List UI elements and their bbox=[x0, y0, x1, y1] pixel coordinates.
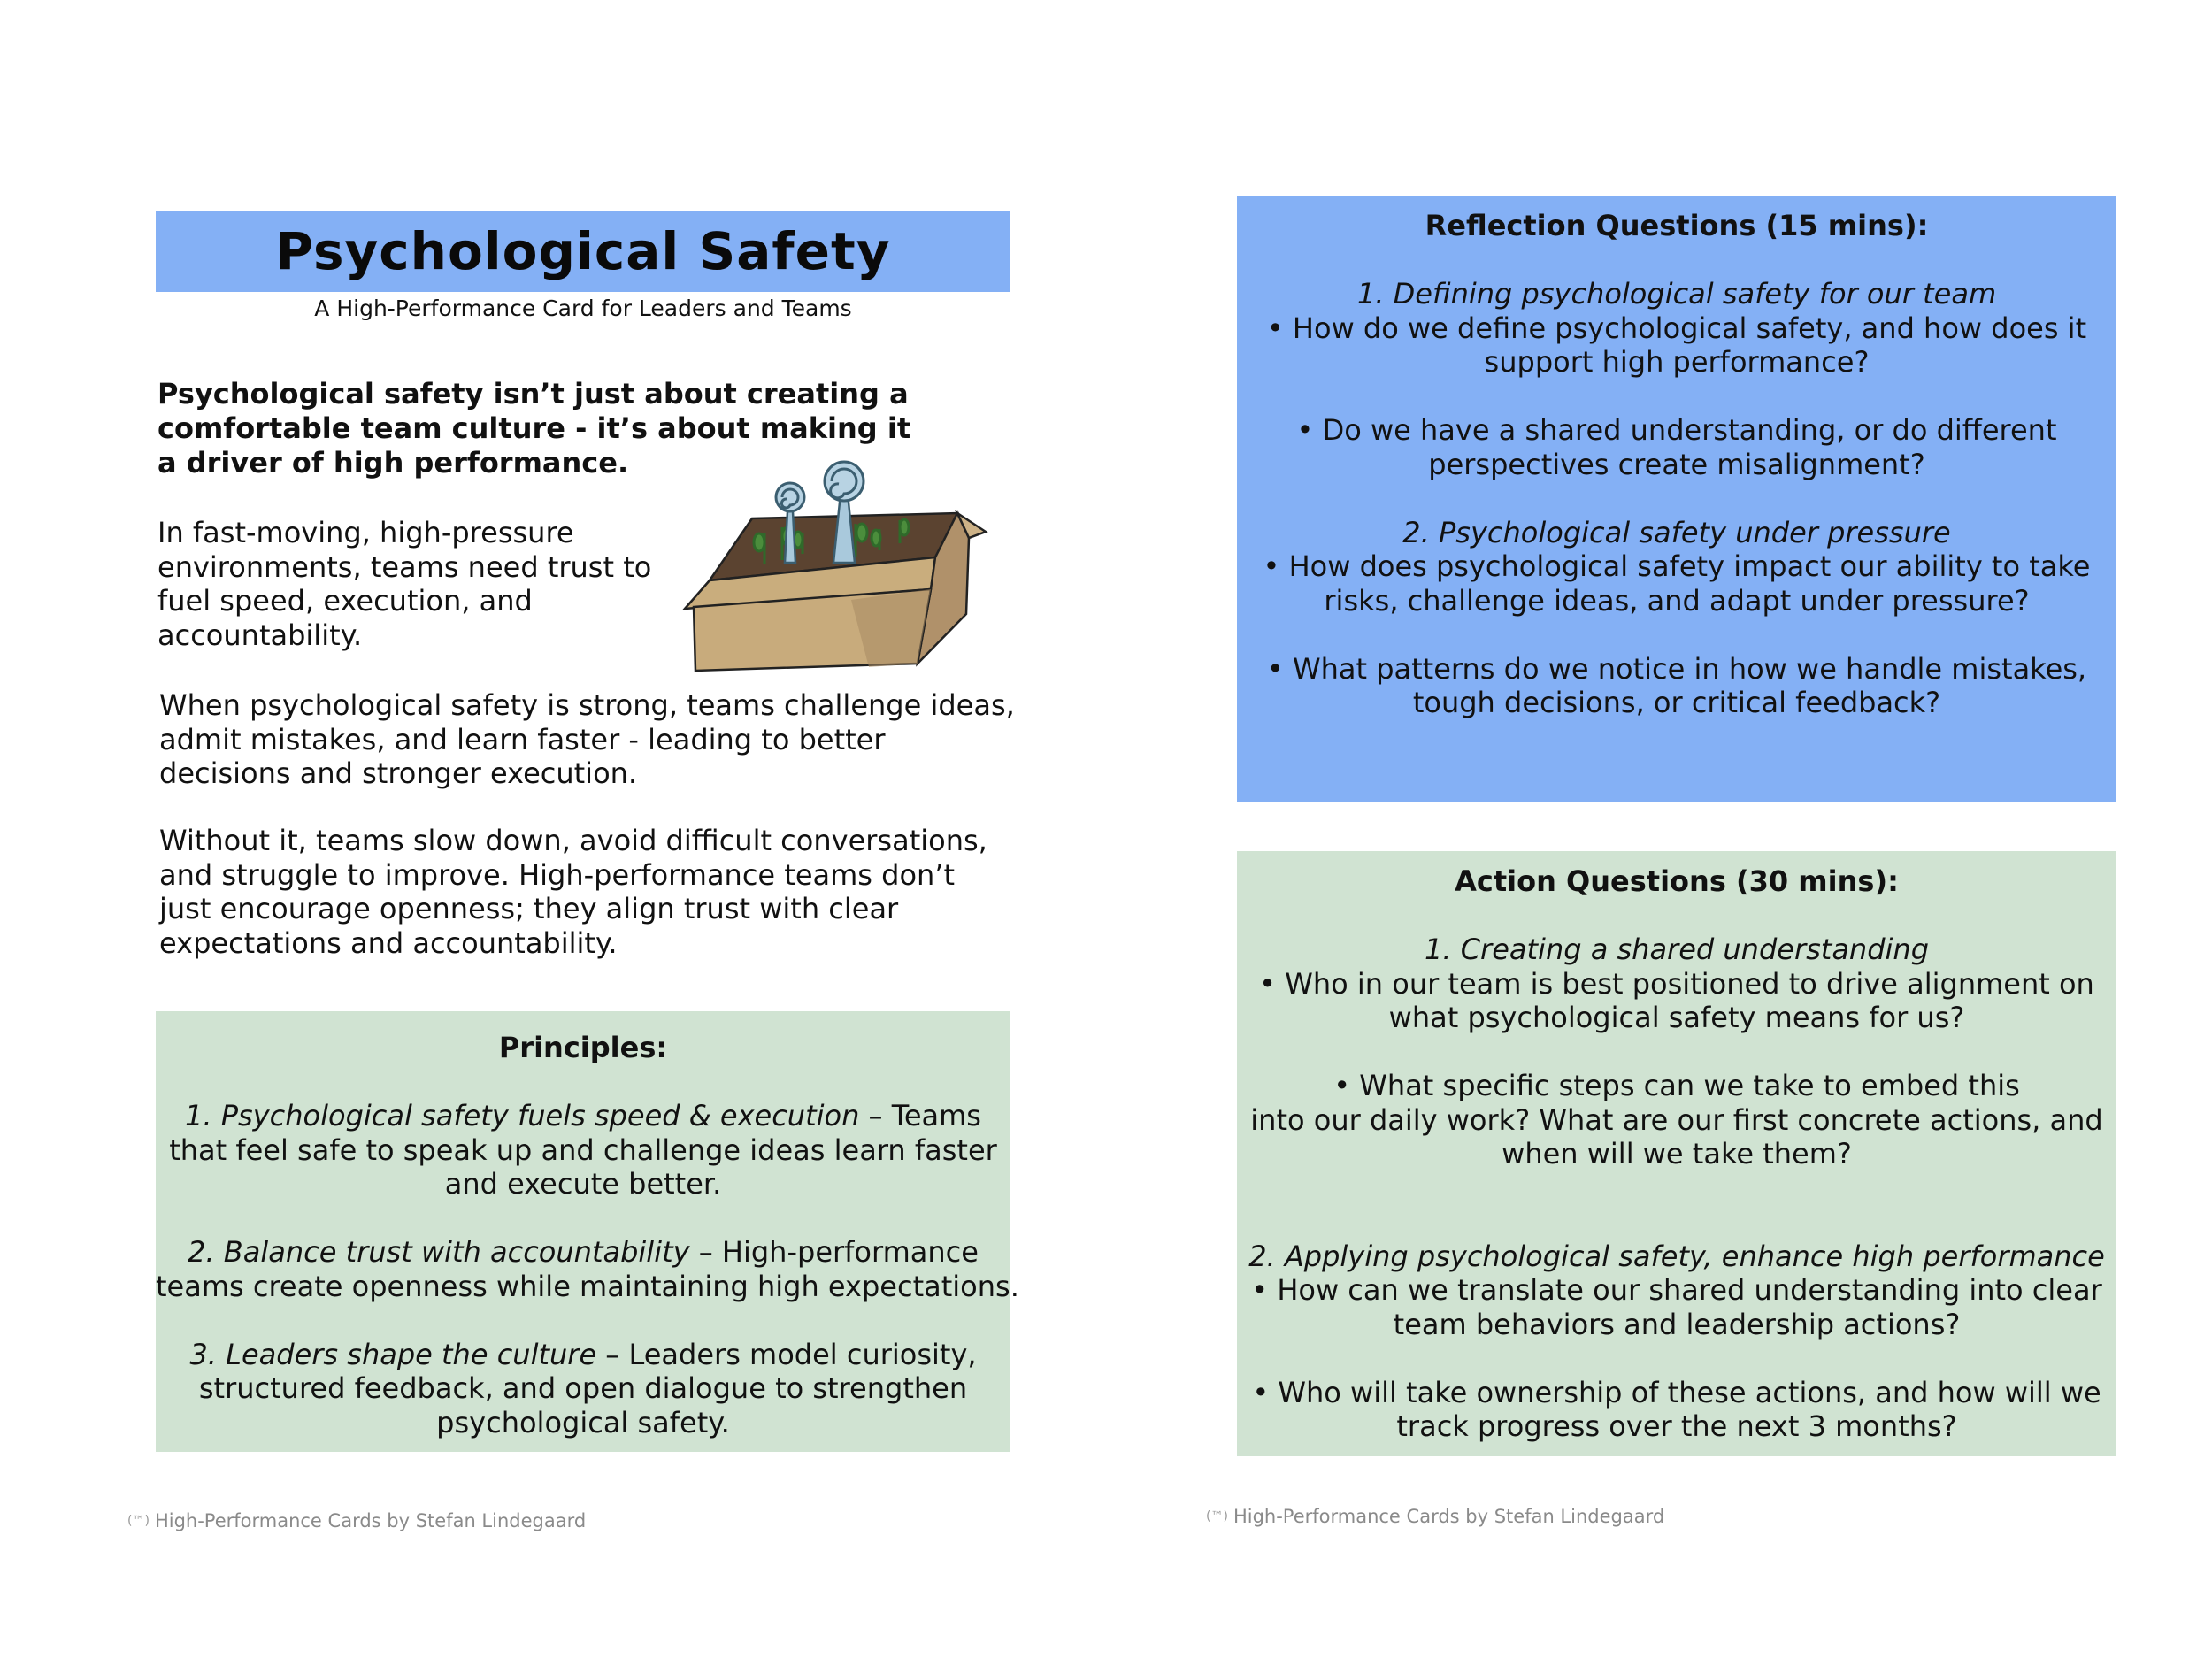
paragraph-line: and struggle to improve. High-performance teams don’t bbox=[159, 857, 956, 892]
action-questions-panel bbox=[1237, 851, 2116, 1456]
paragraph-line: admit mistakes, and learn faster - leading to better bbox=[159, 722, 886, 756]
question-line: team behaviors and leadership actions? bbox=[1393, 1307, 1961, 1341]
page-title: Psychological Safety bbox=[275, 221, 891, 281]
paragraph-line: In fast-moving, high-pressure bbox=[157, 516, 574, 549]
principle-item bbox=[156, 1099, 1010, 1133]
principle-item bbox=[156, 1235, 1010, 1270]
question-line: what psychological safety means for us? bbox=[1388, 1001, 1965, 1034]
trademark-icon: (™) bbox=[127, 1514, 150, 1528]
question-line: • Who in our team is best positioned to drive alignment on bbox=[1259, 966, 2094, 1001]
footer-credit-right bbox=[1206, 1506, 1664, 1527]
trademark-icon: (™) bbox=[1206, 1509, 1228, 1524]
footer-credit-left bbox=[127, 1510, 586, 1531]
question-line: track progress over the next 3 months? bbox=[1396, 1409, 1957, 1443]
paragraph-line: When psychological safety is strong, teams challenge ideas, bbox=[159, 688, 1015, 722]
principles-panel bbox=[156, 1011, 1019, 1452]
question-line: tough decisions, or critical feedback? bbox=[1412, 686, 1941, 719]
paragraph-line: just encourage openness; they align trust with clear bbox=[159, 892, 899, 925]
question-line: perspectives create misalignment? bbox=[1428, 447, 1925, 481]
principle-line: structured feedback, and open dialogue to strengthen bbox=[198, 1371, 968, 1405]
box-with-sprouts-icon bbox=[674, 458, 993, 675]
action-heading: Action Questions (30 mins): bbox=[1455, 864, 1899, 898]
principle-line: teams create openness while maintaining high expectations. bbox=[156, 1269, 1019, 1303]
question-line: • What patterns do we notice in how we handle mistakes, bbox=[1266, 651, 2087, 686]
intro-line: a driver of high performance. bbox=[157, 446, 629, 480]
section-title: 1. Creating a shared understanding bbox=[1425, 933, 1929, 966]
footer-text: High-Performance Cards by Stefan Lindegaard bbox=[1233, 1506, 1665, 1527]
question-line: • Do we have a shared understanding, or do different bbox=[1296, 413, 2057, 447]
principle-line: and execute better. bbox=[444, 1167, 722, 1201]
paragraph-when-strong bbox=[159, 688, 1026, 791]
paragraph-line: Without it, teams slow down, avoid difficult conversations, bbox=[159, 824, 987, 857]
principle-line: that feel safe to speak up and challenge ideas learn faster bbox=[169, 1132, 997, 1167]
question-line: • What specific steps can we take to embed this bbox=[1333, 1069, 2020, 1102]
question-line: • How do we define psychological safety, and how does it bbox=[1266, 311, 2087, 345]
paragraph-line: accountability. bbox=[157, 618, 363, 652]
intro-line: Psychological safety isn’t just about creating a bbox=[157, 377, 909, 411]
title-banner bbox=[156, 211, 1010, 292]
reflection-questions-panel bbox=[1237, 196, 2116, 802]
paragraph-line: fuel speed, execution, and bbox=[157, 584, 533, 618]
question-line: • How does psychological safety impact our ability to take bbox=[1263, 549, 2091, 583]
principle-line: psychological safety. bbox=[436, 1405, 730, 1439]
principle-title: 3. Leaders shape the culture bbox=[189, 1337, 597, 1371]
reflection-heading: Reflection Questions (15 mins): bbox=[1425, 209, 1929, 242]
subtitle: A High-Performance Card for Leaders and Teams bbox=[314, 296, 852, 321]
question-line: into our daily work? What are our first concrete actions, and bbox=[1250, 1102, 2103, 1137]
paragraph-line: environments, teams need trust to bbox=[157, 549, 652, 584]
principles-heading: Principles: bbox=[498, 1031, 668, 1064]
principle-item bbox=[156, 1338, 1010, 1372]
section-title: 2. Applying psychological safety, enhance high performance bbox=[1248, 1239, 2105, 1273]
footer-text: High-Performance Cards by Stefan Lindegaard bbox=[154, 1510, 587, 1531]
principle-text: – Leaders model curiosity, bbox=[596, 1337, 977, 1371]
question-line: • How can we translate our shared understanding into clear bbox=[1251, 1273, 2102, 1307]
intro-line: comfortable team culture - it’s about making it bbox=[157, 411, 911, 445]
section-title: 1. Defining psychological safety for our team bbox=[1356, 277, 1997, 311]
question-line: support high performance? bbox=[1484, 345, 1870, 379]
principle-title: 2. Balance trust with accountability bbox=[188, 1235, 690, 1269]
paragraph-line: expectations and accountability. bbox=[159, 925, 618, 960]
paragraph-fast-moving bbox=[157, 516, 688, 652]
principle-text: – Teams bbox=[859, 1099, 981, 1132]
question-line: risks, challenge ideas, and adapt under pressure? bbox=[1324, 583, 2030, 618]
principle-title: 1. Psychological safety fuels speed & execution bbox=[185, 1099, 860, 1132]
principle-text: – High-performance bbox=[689, 1235, 979, 1269]
section-title: 2. Psychological safety under pressure bbox=[1402, 515, 1951, 549]
paragraph-without-it bbox=[159, 824, 1026, 960]
paragraph-line: decisions and stronger execution. bbox=[159, 756, 638, 790]
question-line: • Who will take ownership of these actions, and how will we bbox=[1252, 1375, 2101, 1409]
question-line: when will we take them? bbox=[1502, 1137, 1852, 1171]
